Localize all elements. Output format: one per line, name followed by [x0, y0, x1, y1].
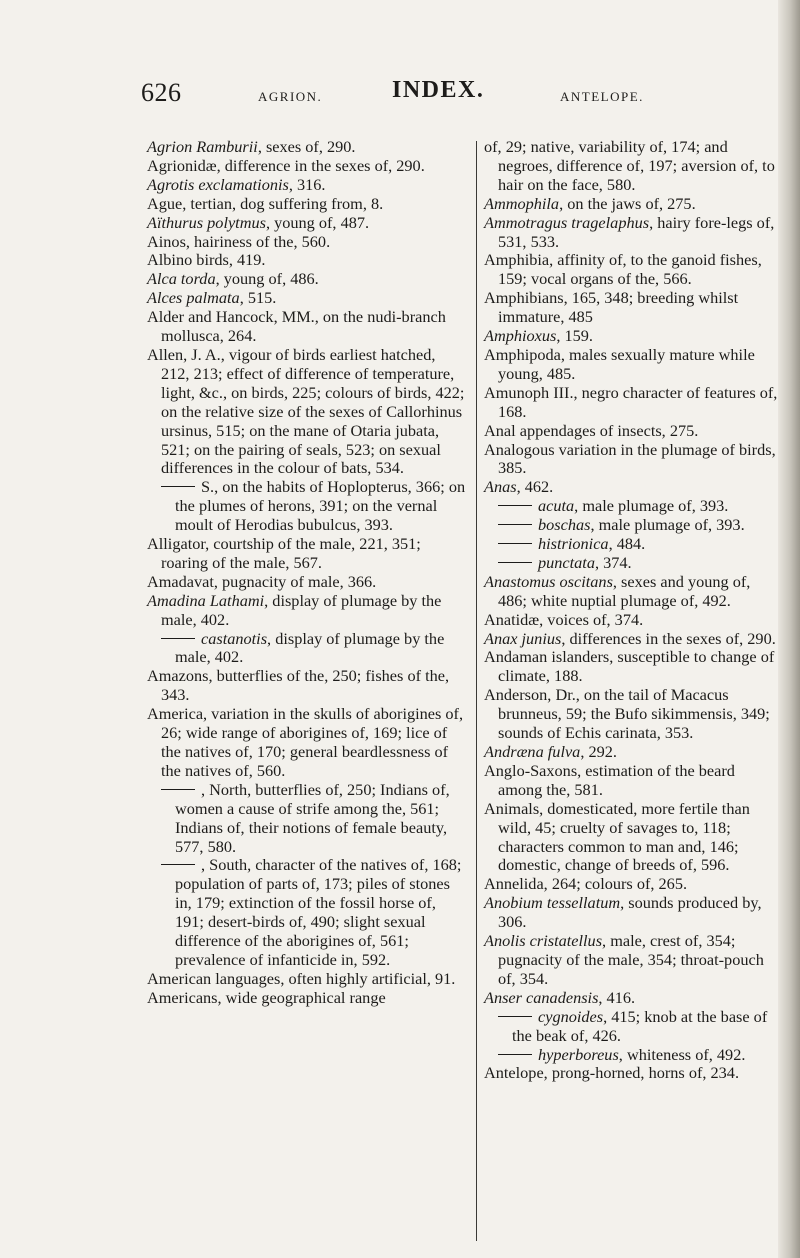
entry-text: , differences in the sexes of, 290. — [561, 628, 776, 648]
index-subentry — [484, 497, 781, 516]
entry-text: Analogous variation in the plumage of birds, 385. — [484, 439, 776, 478]
ditto-dash — [498, 1054, 532, 1055]
index-entry — [484, 894, 781, 932]
entry-text: , South, character of the natives of, 168; population of parts of, 173; piles of stones in, 179; extinction of the fossil horse of, 191; desert-birds of, 490; slight sexual difference of the aborigines of, 561; prevalence of infanticide in, 592. — [175, 855, 462, 969]
entry-text: Anderson, Dr., on the tail of Macacus brunneus, 59; the Bufo sikimmensis, 349; sounds of Echis carinata, 353. — [484, 685, 770, 743]
index-subentry — [147, 781, 467, 857]
entry-text: Anal appendages of insects, 275. — [484, 420, 699, 440]
index-entry — [484, 648, 781, 686]
index-entry — [484, 195, 781, 214]
entry-heading: acuta — [538, 496, 575, 516]
index-entry — [484, 214, 781, 252]
entry-text: , sexes of, 290. — [257, 137, 356, 156]
index-column-right — [484, 138, 781, 1083]
entry-text: , male plumage of, 393. — [574, 496, 729, 516]
page-header — [0, 74, 800, 114]
index-entry — [484, 611, 781, 630]
index-entry — [484, 932, 781, 989]
entry-text: Alder and Hancock, MM., on the nudi-branch mollusca, 264. — [147, 307, 446, 346]
page-number: 626 — [141, 78, 182, 107]
entry-text: , sexes and young of, 486; white nuptial plumage of, 492. — [498, 571, 751, 610]
entry-heading: Anobium tessellatum — [484, 893, 621, 913]
index-subentry — [484, 535, 781, 554]
entry-text: Albino birds, 419. — [147, 250, 266, 270]
entry-text: Agrionidæ, difference in the sexes of, 290. — [147, 155, 425, 175]
entry-heading: Ammophila — [484, 193, 560, 213]
entry-text: Amphipoda, males sexually mature while young, 485. — [484, 344, 755, 383]
entry-text: Allen, J. A., vigour of birds earliest hatched, 212, 213; effect of difference of temperature, light, &c., on birds, 225; colours of birds, 422; on the relative size of the sexes of Callorhinus ursinus, 515; on the mane of Otaria jubata, 521; on the pairing of seals, 523; on sexual differences in the colour of bats, 534. — [147, 344, 465, 478]
entry-heading: Anolis cristatellus — [484, 931, 603, 951]
ditto-dash — [498, 505, 532, 506]
index-entry — [484, 573, 781, 611]
entry-text: Ague, tertian, dog suffering from, 8. — [147, 193, 384, 213]
index-entry — [147, 705, 467, 781]
index-entry — [484, 327, 781, 346]
entry-text: America, variation in the skulls of aborigines of, 26; wide range of aborigines of, 169; lice of the natives of, 170; general beardlessness of the natives of, 560. — [147, 704, 464, 780]
ditto-dash — [161, 638, 195, 639]
entry-text: , 416. — [598, 987, 636, 1007]
entry-text: Ainos, hairiness of the, 560. — [147, 231, 331, 251]
entry-text: , 374. — [594, 552, 632, 572]
entry-text: Amphibia, affinity of, to the ganoid fishes, 159; vocal organs of the, 566. — [484, 250, 762, 289]
index-entry — [484, 743, 781, 762]
entry-heading: Anastomus oscitans — [484, 571, 613, 591]
entry-text: Amphibians, 165, 348; breeding whilst immature, 485 — [484, 288, 739, 327]
left-running-head: AGRION. — [258, 89, 323, 104]
column-divider — [476, 141, 477, 1241]
entry-heading: hyperboreus — [538, 1044, 619, 1064]
index-entry — [147, 970, 467, 989]
index-entry — [484, 1064, 781, 1083]
entry-heading: Alces palmata — [147, 288, 240, 308]
index-entry — [147, 251, 467, 270]
entry-text: Antelope, prong-horned, horns of, 234. — [484, 1063, 740, 1083]
entry-text: , young of, 486. — [215, 269, 319, 289]
index-entry — [147, 138, 467, 157]
entry-text: , 515. — [239, 288, 277, 308]
ditto-dash — [498, 524, 532, 525]
entry-text: , display of plumage by the male, 402. — [175, 628, 445, 667]
entry-text: , whiteness of, 492. — [618, 1044, 746, 1064]
entry-heading: Alca torda — [147, 269, 216, 289]
entry-text: , 159. — [556, 326, 593, 346]
entry-heading: Amphioxus — [484, 326, 557, 346]
ditto-dash — [498, 562, 532, 563]
index-entry — [484, 384, 781, 422]
index-entry — [147, 592, 467, 630]
page-edge-shadow — [778, 0, 800, 1258]
entry-text: , male, crest of, 354; pugnacity of the male, 354; throat-pouch of, 354. — [498, 931, 764, 988]
index-subentry — [484, 516, 781, 535]
index-entry — [147, 214, 467, 233]
index-entry — [484, 875, 781, 894]
index-subentry — [484, 1046, 781, 1065]
entry-heading: Amadina Lathami — [147, 590, 265, 610]
entry-text: Animals, domesticated, more fertile than wild, 45; cruelty of savages to, 118; characters common to man and, 146; domestic, change of breeds of, 596. — [484, 798, 750, 875]
ditto-dash — [498, 543, 532, 544]
index-entry — [147, 346, 467, 478]
index-entry — [484, 346, 781, 384]
entry-text: of, 29; native, variability of, 174; and negroes, difference of, 197; aversion of, to hair on the face, 580. — [484, 137, 775, 194]
index-column-left — [147, 138, 467, 1008]
index-entry — [147, 535, 467, 573]
entry-text: , male plumage of, 393. — [590, 515, 745, 535]
index-subentry — [147, 478, 467, 535]
entry-text: , on the jaws of, 275. — [559, 193, 696, 213]
entry-text: American languages, often highly artificial, 91. — [147, 968, 456, 988]
entry-heading: Anax junius — [484, 628, 562, 648]
entry-heading: Agrion Ramburii — [147, 137, 258, 156]
index-entry — [147, 667, 467, 705]
entry-text: Alligator, courtship of the male, 221, 351; roaring of the male, 567. — [147, 534, 421, 572]
entry-text: , 316. — [288, 174, 326, 194]
entry-heading: boschas — [538, 515, 591, 535]
entry-text: Anglo-Saxons, estimation of the beard among the, 581. — [484, 760, 735, 799]
index-entry — [484, 762, 781, 800]
entry-text: Andaman islanders, susceptible to change of climate, 188. — [484, 647, 775, 686]
index-entry — [484, 422, 781, 441]
ditto-dash — [161, 864, 195, 865]
entry-heading: Andræna fulva — [484, 742, 581, 761]
index-entry — [147, 270, 467, 289]
ditto-dash — [498, 1016, 532, 1017]
entry-heading: Anser canadensis — [484, 987, 599, 1007]
entry-heading: Anas — [484, 477, 517, 497]
entry-text: S., on the habits of Hoplopterus, 366; on the plumes of herons, 391; on the vernal moult of Herodias bubulcus, 393. — [175, 477, 466, 535]
entry-heading: punctata — [538, 552, 595, 572]
ditto-dash — [161, 789, 195, 790]
index-entry — [484, 289, 781, 327]
index-entry — [484, 630, 781, 649]
entry-text: , 484. — [608, 534, 646, 554]
entry-text: , display of plumage by the male, 402. — [161, 590, 442, 629]
entry-text: Anatidæ, voices of, 374. — [484, 609, 644, 629]
entry-text: , 415; knob at the base of the beak of, 426. — [512, 1006, 768, 1045]
index-entry — [147, 573, 467, 592]
ditto-dash — [161, 486, 195, 487]
index-entry — [484, 138, 781, 195]
index-subentry — [484, 1008, 781, 1046]
entry-text: Amazons, butterflies of the, 250; fishes of the, 343. — [147, 666, 450, 705]
entry-text: Amunoph III., negro character of features of, 168. — [484, 382, 778, 421]
index-entry — [147, 157, 467, 176]
index-entry — [484, 478, 781, 497]
index-entry — [147, 195, 467, 214]
index-entry — [484, 251, 781, 289]
entry-heading: castanotis — [201, 628, 268, 648]
index-entry — [147, 289, 467, 308]
entry-text: , young of, 487. — [265, 212, 370, 232]
index-entry — [147, 176, 467, 195]
index-entry — [484, 441, 781, 479]
entry-text: Amadavat, pugnacity of male, 366. — [147, 571, 377, 591]
entry-text: , hairy fore-legs of, 531, 533. — [498, 212, 775, 251]
entry-heading: cygnoides — [538, 1006, 604, 1026]
index-subentry — [147, 630, 467, 668]
index-subentry — [147, 856, 467, 969]
index-title: INDEX. — [392, 77, 485, 103]
index-entry — [147, 233, 467, 252]
entry-heading: Agrotis exclamationis — [147, 174, 289, 194]
index-entry — [147, 989, 467, 1008]
index-entry — [484, 800, 781, 876]
right-running-head: ANTELOPE. — [560, 89, 644, 104]
entry-text: , sounds produced by, 306. — [498, 893, 762, 932]
index-entry — [147, 308, 467, 346]
entry-heading: histrionica — [538, 534, 609, 554]
entry-text: Americans, wide geographical range — [147, 987, 386, 1007]
index-subentry — [484, 554, 781, 573]
entry-text: , North, butterflies of, 250; Indians of, women a cause of strife among the, 561; Indians of, their notions of female beauty, 577, 580. — [175, 779, 450, 856]
entry-text: , 462. — [516, 477, 554, 497]
entry-heading: Aïthurus polytmus — [147, 212, 266, 232]
entry-heading: Ammotragus tragelaphus — [484, 212, 650, 232]
entry-text: , 292. — [580, 742, 617, 761]
entry-text: Annelida, 264; colours of, 265. — [484, 874, 688, 894]
index-entry — [484, 686, 781, 743]
index-entry — [484, 989, 781, 1008]
